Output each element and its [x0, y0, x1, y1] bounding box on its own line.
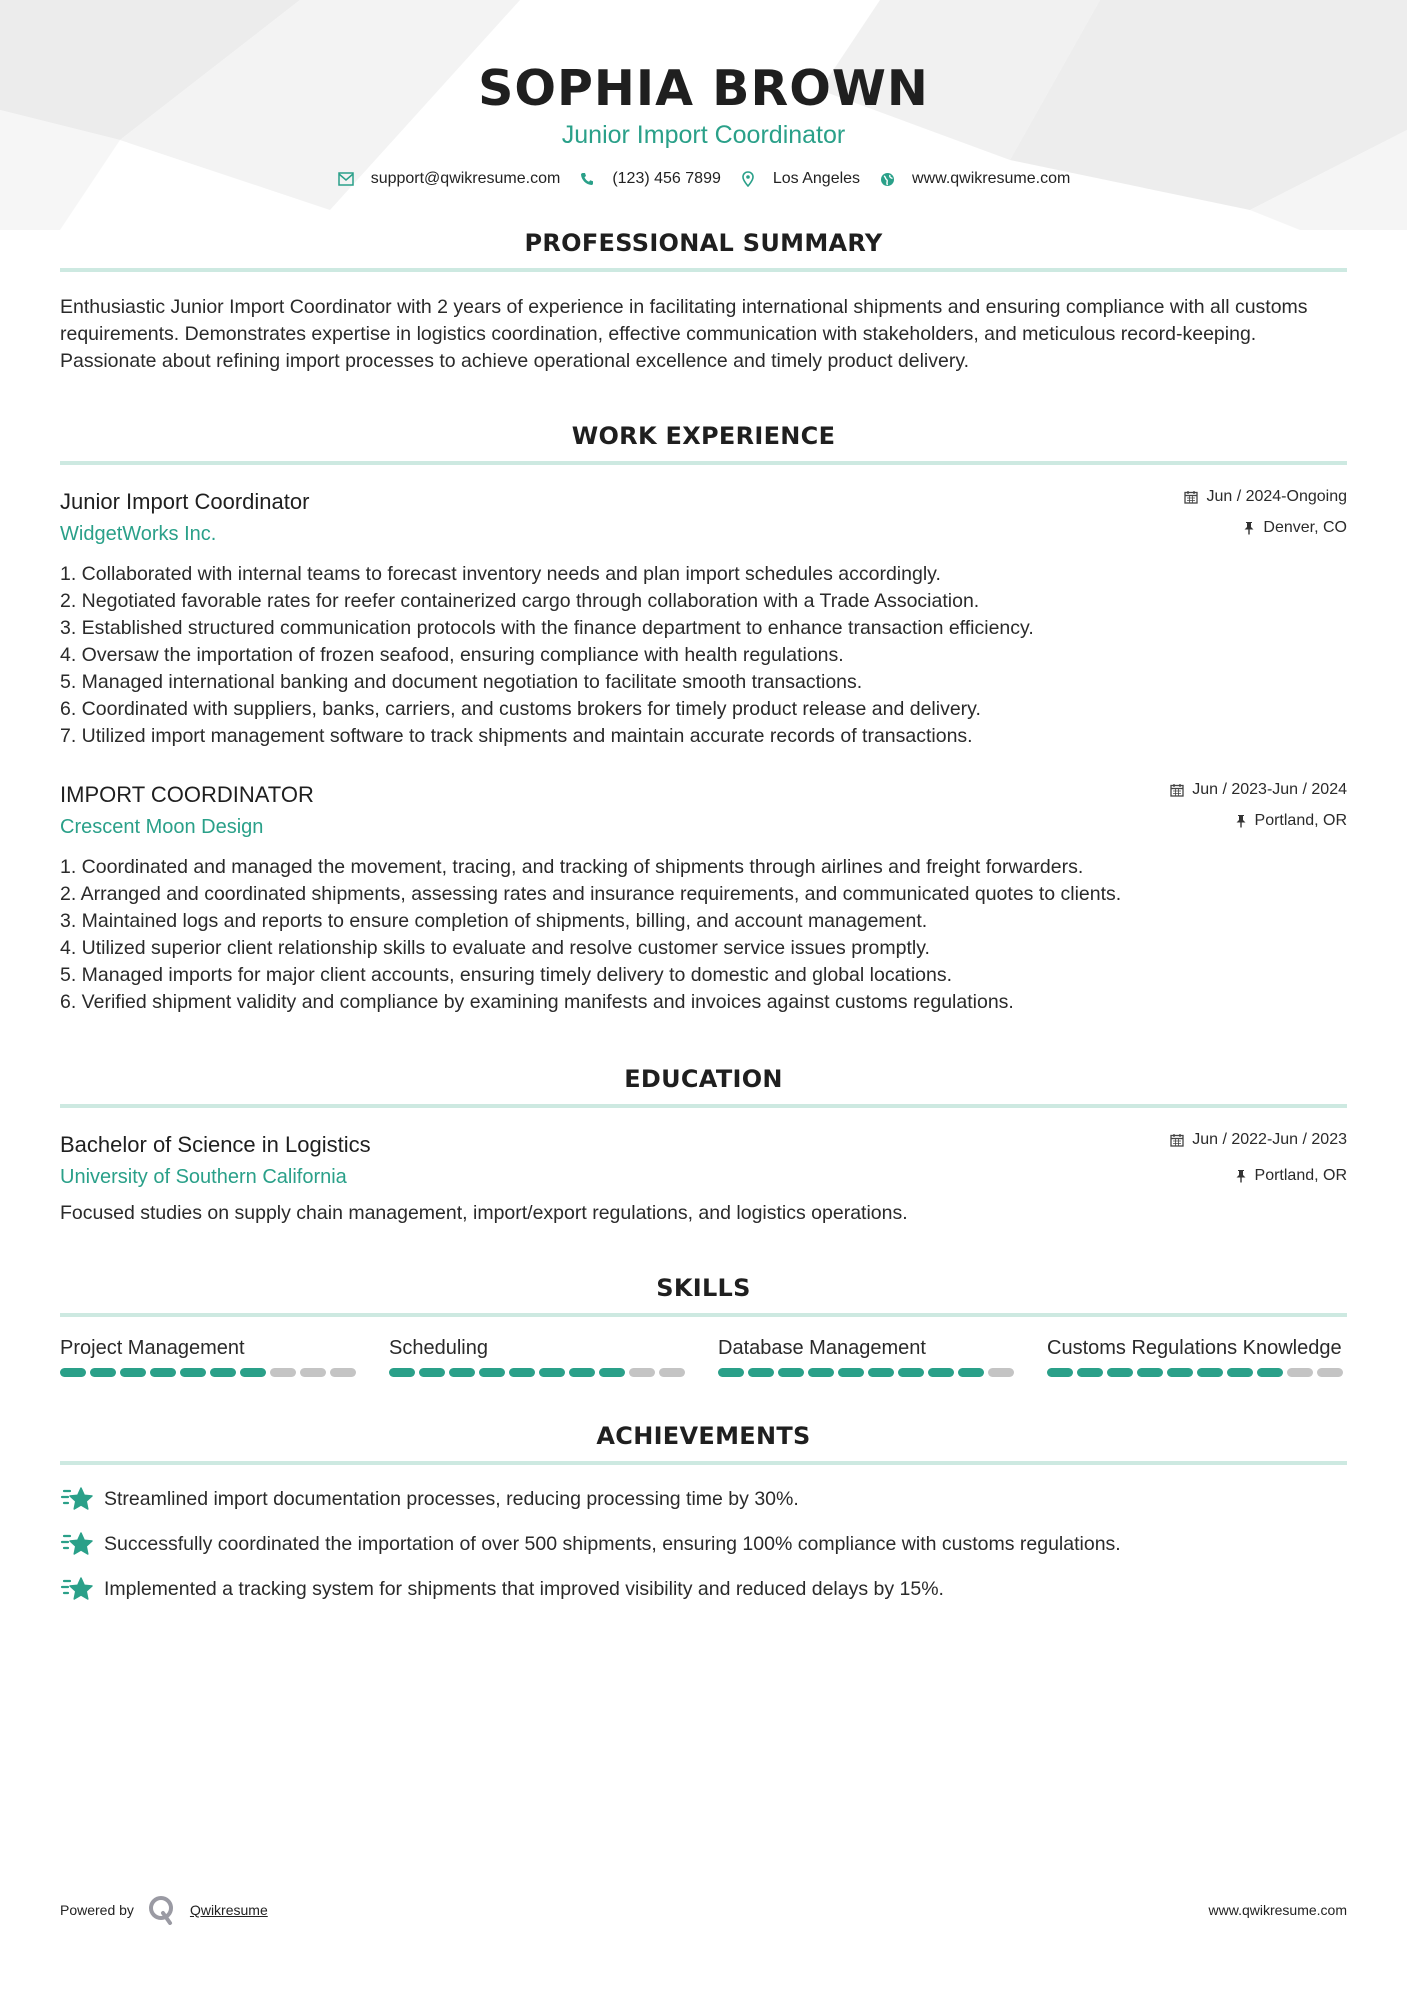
contact-website-text: www.qwikresume.com [912, 170, 1071, 187]
skill-dot-filled [718, 1368, 744, 1377]
calendar-icon [1184, 490, 1198, 504]
section-title-skills: SKILLS [656, 1274, 751, 1302]
job-entry [60, 780, 1347, 1016]
skill-item [389, 1335, 689, 1377]
list-item: 5. Managed imports for major client accounts, ensuring timely delivery to domestic and global locations. [60, 964, 953, 986]
skill-dot-filled [838, 1368, 864, 1377]
contact-bar [60, 170, 1347, 188]
skill-dot-empty [1287, 1368, 1313, 1377]
contact-email-text: support@qwikresume.com [370, 170, 561, 187]
qwikresume-link[interactable]: Qwikresume [189, 1902, 268, 1918]
job-dates: Jun / 2023-Jun / 2024 [1192, 781, 1347, 798]
contact-location-text: Los Angeles [772, 170, 861, 187]
skill-dot-filled [539, 1368, 565, 1377]
list-item: 5. Managed international banking and document negotiation to facilitate smooth transactions. [60, 671, 863, 693]
section-title-education: EDUCATION [624, 1065, 783, 1093]
school-name: University of Southern California [60, 1166, 347, 1188]
skill-item [718, 1335, 1018, 1377]
education-description: Focused studies on supply chain management, import/export regulations, and logistics operations. [60, 1202, 908, 1224]
section-title-achievements: ACHIEVEMENTS [596, 1422, 811, 1450]
shooting-star-icon [60, 1530, 94, 1558]
list-item: 4. Utilized superior client relationship skills to evaluate and resolve customer service issues promptly. [60, 937, 930, 959]
job-responsibilities [60, 854, 1347, 1016]
skill-dot-filled [599, 1368, 625, 1377]
section-divider [60, 1313, 1347, 1317]
list-item: 4. Oversaw the importation of frozen seafood, ensuring compliance with health regulations. [60, 644, 844, 666]
phone-icon [578, 170, 596, 188]
pushpin-icon [1235, 1169, 1247, 1183]
section-title-summary: PROFESSIONAL SUMMARY [524, 229, 883, 257]
skill-dot-filled [1077, 1368, 1103, 1377]
powered-by-label: Powered by [60, 1902, 134, 1918]
list-item: 1. Coordinated and managed the movement, tracing, and tracking of shipments through airlines and freight forwarders. [60, 856, 1084, 878]
skill-dot-filled [1137, 1368, 1163, 1377]
skill-dot-filled [90, 1368, 116, 1377]
skill-rating [718, 1368, 1018, 1377]
skill-dot-filled [1107, 1368, 1133, 1377]
shooting-star-icon [60, 1485, 94, 1513]
job-title: IMPORT COORDINATOR [60, 782, 314, 807]
globe-icon [878, 170, 896, 188]
calendar-icon [1170, 783, 1184, 797]
skill-dot-filled [928, 1368, 954, 1377]
list-item: 2. Arranged and coordinated shipments, assessing rates and insurance requirements, and communicated quotes to clients. [60, 883, 1122, 905]
skill-dot-filled [1047, 1368, 1073, 1377]
company-name: Crescent Moon Design [60, 816, 264, 838]
skill-dot-empty [659, 1368, 685, 1377]
envelope-icon [337, 170, 355, 188]
job-responsibilities [60, 561, 1347, 750]
achievement-text: Implemented a tracking system for shipments that improved visibility and reduced delays by 15%. [104, 1577, 944, 1600]
skill-dot-filled [180, 1368, 206, 1377]
job-entry [60, 487, 1347, 750]
job-title: Junior Import Coordinator [60, 489, 310, 514]
section-divider [60, 1461, 1347, 1465]
list-item: 1. Collaborated with internal teams to forecast inventory needs and plan import schedules accordingly. [60, 563, 941, 585]
achievement-text: Successfully coordinated the importation of over 500 shipments, ensuring 100% compliance with customs regulations. [104, 1532, 1121, 1555]
skill-dot-filled [1167, 1368, 1193, 1377]
skill-dot-filled [419, 1368, 445, 1377]
summary-text: Enthusiastic Junior Import Coordinator with 2 years of experience in facilitating international shipments and ensuring compliance with all customs requirements. Demonstrates expertise in logistics coordination, effective communication with stakeholders, and meticulous record-keeping. Passionate about refining import processes to achieve operational excellence and timely product delivery. [60, 296, 1308, 372]
skills-grid [60, 1335, 1347, 1377]
education-dates: Jun / 2022-Jun / 2023 [1192, 1131, 1347, 1148]
pushpin-icon [1235, 814, 1247, 828]
list-item: 7. Utilized import management software to track shipments and maintain accurate records of transactions. [60, 725, 973, 747]
skill-rating [60, 1368, 360, 1377]
achievements-list [60, 1485, 1347, 1603]
page-footer [60, 1895, 1347, 1925]
list-item: 2. Negotiated favorable rates for reefer containerized cargo through collaboration with a Trade Association. [60, 590, 980, 612]
skill-name: Customs Regulations Knowledge [1047, 1337, 1342, 1359]
achievement-item [60, 1485, 1347, 1513]
contact-phone-text: (123) 456 7899 [612, 170, 721, 187]
skill-name: Scheduling [389, 1337, 488, 1359]
education-section [60, 1064, 1347, 1227]
experience-section [60, 421, 1347, 1016]
skill-dot-filled [60, 1368, 86, 1377]
footer-url[interactable]: www.qwikresume.com [1208, 1902, 1347, 1918]
summary-section [60, 228, 1347, 375]
skill-name: Database Management [718, 1337, 926, 1359]
achievements-section [60, 1421, 1347, 1603]
degree-title: Bachelor of Science in Logistics [60, 1132, 371, 1157]
job-dates: Jun / 2024-Ongoing [1206, 488, 1347, 505]
section-title-experience: WORK EXPERIENCE [571, 422, 836, 450]
map-pin-icon [739, 170, 757, 188]
skill-dot-filled [389, 1368, 415, 1377]
education-location: Portland, OR [1254, 1167, 1347, 1184]
skill-dot-filled [210, 1368, 236, 1377]
skill-dot-filled [898, 1368, 924, 1377]
contact-location [739, 170, 860, 188]
section-divider [60, 268, 1347, 272]
shooting-star-icon [60, 1575, 94, 1603]
powered-by [60, 1895, 268, 1925]
job-location: Denver, CO [1263, 519, 1347, 536]
skill-dot-filled [1257, 1368, 1283, 1377]
skill-dot-empty [988, 1368, 1014, 1377]
skill-dot-filled [240, 1368, 266, 1377]
skill-dot-filled [1227, 1368, 1253, 1377]
skill-dot-filled [150, 1368, 176, 1377]
contact-website[interactable] [878, 170, 1070, 188]
section-divider [60, 1104, 1347, 1108]
skill-item [1047, 1335, 1347, 1377]
contact-phone[interactable] [578, 170, 721, 188]
skill-dot-filled [778, 1368, 804, 1377]
skill-item [60, 1335, 360, 1377]
section-divider [60, 461, 1347, 465]
skill-dot-filled [479, 1368, 505, 1377]
achievement-item [60, 1530, 1347, 1558]
skill-dot-empty [1317, 1368, 1343, 1377]
skill-dot-filled [509, 1368, 535, 1377]
skill-name: Project Management [60, 1337, 245, 1359]
contact-email[interactable] [337, 170, 561, 188]
skill-dot-empty [330, 1368, 356, 1377]
skills-section [60, 1273, 1347, 1377]
calendar-icon [1170, 1133, 1184, 1147]
skill-dot-filled [868, 1368, 894, 1377]
list-item: 6. Verified shipment validity and compliance by examining manifests and invoices against customs regulations. [60, 991, 1014, 1013]
achievement-item [60, 1575, 1347, 1603]
list-item: 3. Established structured communication protocols with the finance department to enhance transaction efficiency. [60, 617, 1034, 639]
skill-dot-filled [748, 1368, 774, 1377]
company-name: WidgetWorks Inc. [60, 523, 217, 545]
education-entry [60, 1130, 1347, 1227]
candidate-name: SOPHIA BROWN [478, 60, 929, 117]
skill-rating [389, 1368, 689, 1377]
skill-dot-empty [629, 1368, 655, 1377]
skill-dot-empty [270, 1368, 296, 1377]
skill-dot-filled [569, 1368, 595, 1377]
job-location: Portland, OR [1254, 812, 1347, 829]
skill-dot-filled [808, 1368, 834, 1377]
skill-rating [1047, 1368, 1347, 1377]
skill-dot-empty [300, 1368, 326, 1377]
qwikresume-logo-icon [148, 1895, 176, 1925]
candidate-role: Junior Import Coordinator [561, 121, 846, 149]
list-item: 3. Maintained logs and reports to ensure completion of shipments, billing, and account management. [60, 910, 928, 932]
skill-dot-filled [958, 1368, 984, 1377]
skill-dot-filled [120, 1368, 146, 1377]
pushpin-icon [1243, 521, 1255, 535]
resume-header [60, 0, 1347, 188]
skill-dot-filled [449, 1368, 475, 1377]
achievement-text: Streamlined import documentation processes, reducing processing time by 30%. [104, 1487, 799, 1510]
skill-dot-filled [1197, 1368, 1223, 1377]
list-item: 6. Coordinated with suppliers, banks, carriers, and customs brokers for timely product release and delivery. [60, 698, 981, 720]
